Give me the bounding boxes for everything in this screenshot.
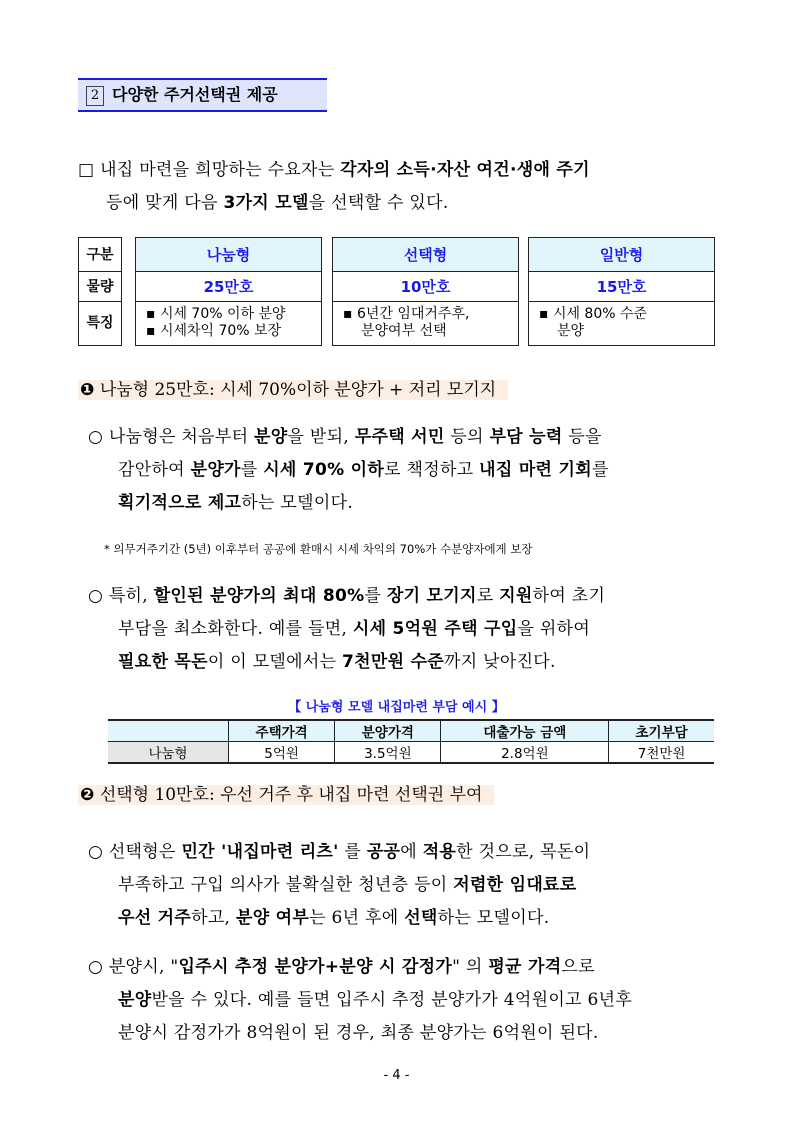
feature: ▪ 시세 80% 수준 bbox=[539, 306, 648, 322]
emphasis-text: 무주택 서민 bbox=[354, 427, 445, 447]
heading-text: 나눔형 25만호: 시세 70%이하 분양가 + 저리 모기지 bbox=[99, 380, 497, 400]
header-cell: 대출가능 금액 bbox=[441, 720, 609, 742]
body-text: ○ 나눔형은 처음부터 bbox=[88, 427, 255, 447]
body-text: 하고, bbox=[191, 908, 236, 928]
text-line bbox=[88, 580, 605, 613]
emphasis-text: 3가지 모델 bbox=[223, 193, 309, 213]
emphasis-text: 시세 70% 이하 bbox=[263, 460, 385, 480]
text-line bbox=[88, 951, 632, 984]
example-table bbox=[108, 719, 714, 764]
body-text: 등을 bbox=[562, 427, 602, 447]
model-quantity: 15만호 bbox=[529, 272, 714, 302]
emphasis-text: 분양 여부 bbox=[235, 908, 310, 928]
feature: ▪ 6년간 임대거주후, bbox=[343, 306, 470, 322]
emphasis-text: 입주시 추정 분양가+분양 시 감정가 bbox=[178, 957, 453, 977]
body-text: 로 bbox=[476, 586, 500, 606]
body-text: 을 선택할 수 있다. bbox=[308, 193, 449, 213]
label-type: 구분 bbox=[79, 238, 121, 272]
emphasis-text: 선택 bbox=[404, 908, 438, 928]
text-line bbox=[88, 646, 605, 679]
emphasis-text: 평균 가격 bbox=[488, 957, 562, 977]
body-text: 부족하고 구입 의사가 불확실한 청년층 등이 bbox=[118, 875, 454, 895]
body-text: 를 bbox=[338, 842, 367, 862]
section-number: 2 bbox=[86, 86, 104, 106]
paragraph-seontaek-2 bbox=[88, 951, 632, 1050]
footnote: * 의무거주기간 (5년) 이후부터 공공에 환매시 시세 차익의 70%가 수분양자에게 보장 bbox=[104, 542, 533, 556]
emphasis-text: 시세 5억원 주택 구입 bbox=[352, 619, 518, 639]
body-text: 하여 초기 bbox=[532, 586, 606, 606]
section-title bbox=[78, 78, 327, 112]
text-line bbox=[88, 613, 605, 646]
emphasis-text: 분양 bbox=[118, 990, 152, 1010]
paragraph-nanum-1 bbox=[88, 421, 609, 520]
body-text: 이 이 모델에서는 bbox=[207, 652, 343, 672]
intro-line bbox=[78, 154, 590, 187]
body-text: ○ 선택형은 bbox=[88, 842, 182, 862]
body-text: 에 bbox=[400, 842, 423, 862]
heading-seontaek bbox=[78, 782, 494, 808]
text-line bbox=[88, 1017, 632, 1050]
body-text: 로 책정하고 bbox=[384, 460, 480, 480]
body-text: 분양시 감정가가 8억원이 된 경우, 최종 분양가는 6억원이 된다. bbox=[118, 1023, 599, 1043]
body-text: 하는 모델이다. bbox=[241, 493, 354, 513]
intro-paragraph bbox=[78, 154, 590, 220]
feature: 분양 bbox=[557, 323, 585, 339]
text-line bbox=[88, 869, 590, 902]
heading-nanum bbox=[78, 377, 508, 403]
model-nanum bbox=[135, 237, 322, 346]
header-cell: 주택가격 bbox=[229, 720, 335, 742]
model-quantity: 10만호 bbox=[333, 272, 518, 302]
header-cell: 초기부담 bbox=[609, 720, 714, 742]
emphasis-text: 민간 '내집마련 리츠' bbox=[181, 842, 339, 862]
emphasis-text: 부담 능력 bbox=[489, 427, 563, 447]
emphasis-text: 분양가 bbox=[190, 460, 241, 480]
body-text: 감안하여 bbox=[118, 460, 191, 480]
label-features: 특징 bbox=[86, 315, 114, 331]
emphasis-text: 7천만원 수준 bbox=[342, 652, 444, 672]
body-text: 하는 모델이다. bbox=[437, 908, 550, 928]
heading-text: 선택형 10만호: 우선 거주 후 내집 마련 선택권 부여 bbox=[99, 785, 483, 805]
emphasis-text: 할인된 분양가의 최대 80% bbox=[153, 586, 365, 606]
text-line bbox=[88, 454, 609, 487]
text-line bbox=[88, 836, 590, 869]
body-text: 을 받되, bbox=[287, 427, 355, 447]
body-text: 는 6년 후에 bbox=[309, 908, 405, 928]
example-caption: 【 나눔형 모델 내집마련 부담 예시 】 bbox=[288, 700, 505, 715]
emphasis-text: 적용 bbox=[422, 842, 457, 862]
feature: ▪ 시세차익 70% 보장 bbox=[146, 323, 282, 339]
label-quantity: 물량 bbox=[79, 272, 121, 302]
body-text: 까지 낮아진다. bbox=[443, 652, 556, 672]
body-text: 를 bbox=[591, 460, 609, 480]
body-text: 를 bbox=[364, 586, 387, 606]
text-line bbox=[88, 902, 590, 935]
bullet-icon: ❷ bbox=[80, 785, 95, 805]
model-name: 나눔형 bbox=[136, 238, 321, 272]
intro-line bbox=[78, 187, 590, 220]
text-line bbox=[88, 984, 632, 1017]
body-text: ○ 특히, bbox=[88, 586, 154, 606]
emphasis-text: 필요한 목돈 bbox=[118, 652, 208, 672]
cell: 5억원 bbox=[229, 742, 335, 764]
model-ilban bbox=[528, 237, 715, 346]
page-number: - 4 - bbox=[383, 1068, 410, 1083]
model-name: 일반형 bbox=[529, 238, 714, 272]
emphasis-text: 각자의 소득·자산 여건·생애 주기 bbox=[340, 160, 590, 180]
model-name: 선택형 bbox=[333, 238, 518, 272]
emphasis-text: 장기 모기지 bbox=[386, 586, 477, 606]
feature: ▪ 시세 70% 이하 분양 bbox=[146, 306, 286, 322]
emphasis-text: 공공 bbox=[366, 842, 401, 862]
section-title-text: 다양한 주거선택권 제공 bbox=[112, 85, 278, 104]
header-cell: 분양가격 bbox=[335, 720, 441, 742]
emphasis-text: 획기적으로 제고 bbox=[118, 493, 242, 513]
emphasis-text: 지원 bbox=[499, 586, 533, 606]
body-text: 등에 맞게 다음 bbox=[106, 193, 224, 213]
row-labels bbox=[78, 237, 122, 346]
body-text: 을 위하여 bbox=[517, 619, 591, 639]
emphasis-text: 저렴한 임대료로 bbox=[453, 875, 577, 895]
row-label: 나눔형 bbox=[108, 742, 229, 764]
cell: 3.5억원 bbox=[335, 742, 441, 764]
paragraph-seontaek-1 bbox=[88, 836, 590, 935]
body-text: 등의 bbox=[444, 427, 490, 447]
body-text: 한 것으로, 목돈이 bbox=[456, 842, 591, 862]
cell: 7천만원 bbox=[609, 742, 714, 764]
text-line bbox=[88, 421, 609, 454]
body-text: □ 내집 마련을 희망하는 수요자는 bbox=[78, 160, 341, 180]
body-text: 를 bbox=[240, 460, 264, 480]
body-text: 부담을 최소화한다. 예를 들면, bbox=[118, 619, 353, 639]
body-text: " 의 bbox=[452, 957, 489, 977]
text-line bbox=[88, 487, 609, 520]
feature: 분양여부 선택 bbox=[361, 323, 447, 339]
emphasis-text: 우선 거주 bbox=[118, 908, 192, 928]
body-text: ○ 분양시, " bbox=[88, 957, 179, 977]
bullet-icon: ❶ bbox=[80, 380, 95, 400]
model-seontaek bbox=[332, 237, 519, 346]
emphasis-text: 내집 마련 기회 bbox=[479, 460, 592, 480]
model-quantity: 25만호 bbox=[136, 272, 321, 302]
paragraph-nanum-2 bbox=[88, 580, 605, 679]
cell: 2.8억원 bbox=[441, 742, 609, 764]
body-text: 받을 수 있다. 예를 들면 입주시 추정 분양가가 4억원이고 6년후 bbox=[151, 990, 633, 1010]
emphasis-text: 분양 bbox=[254, 427, 288, 447]
body-text: 으로 bbox=[561, 957, 595, 977]
